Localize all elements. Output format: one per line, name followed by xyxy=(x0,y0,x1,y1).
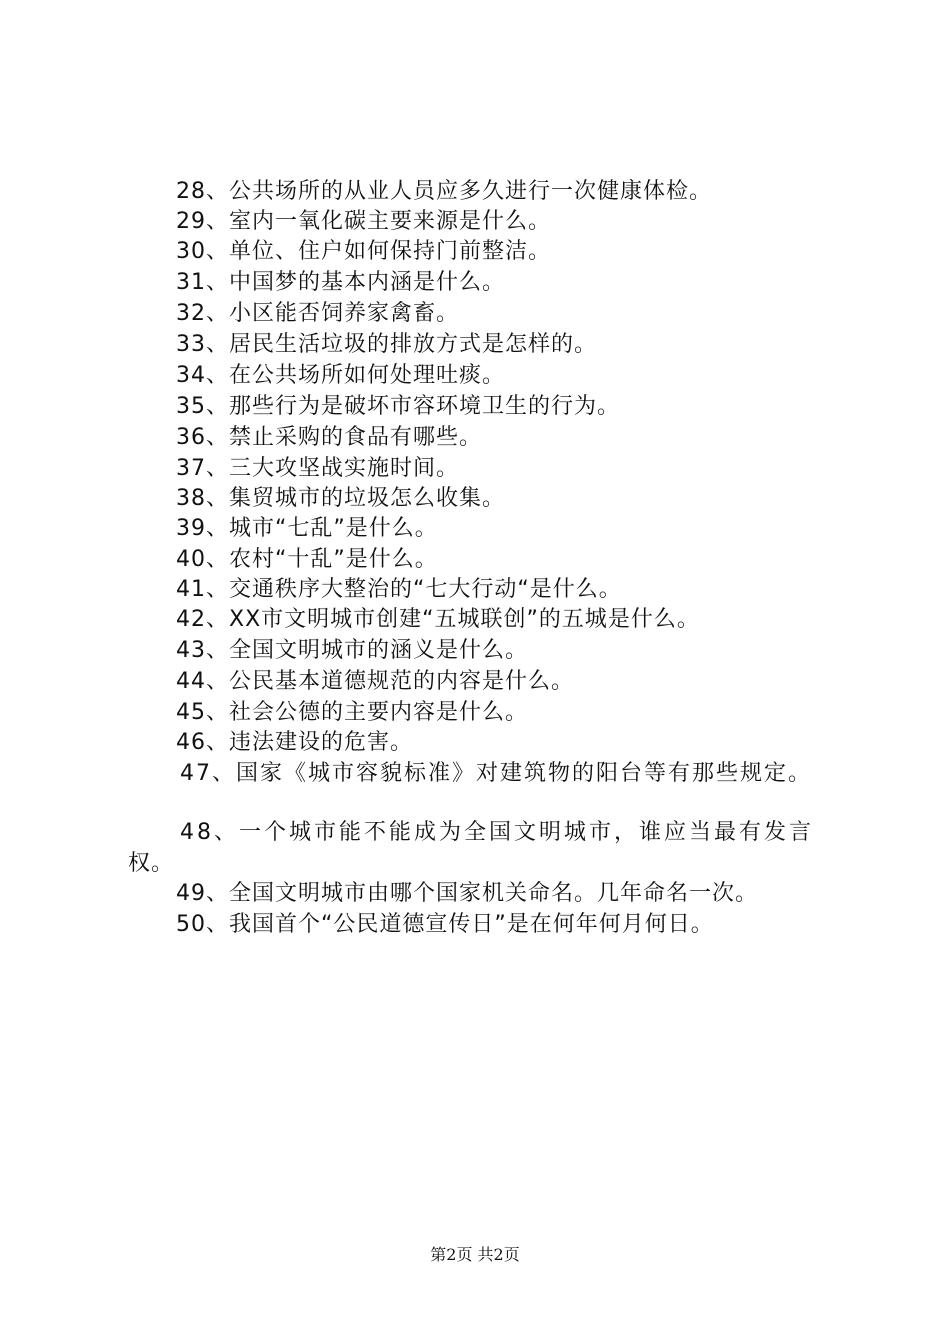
page-number-footer: 第2页 共2页 xyxy=(430,1245,520,1264)
question-35: 35、那些行为是破坏市容环境卫生的行为。 xyxy=(176,394,620,419)
question-28: 28、公共场所的从业人员应多久进行一次健康体检。 xyxy=(176,179,712,204)
question-48: 48、一个城市能不能成为全国文明城市，谁应当最有发言 xyxy=(180,820,814,845)
question-45: 45、社会公德的主要内容是什么。 xyxy=(176,700,528,725)
question-37: 37、三大攻坚战实施时间。 xyxy=(176,456,459,481)
question-50: 50、我国首个“公民道德宣传日”是在何年何月何日。 xyxy=(176,912,714,937)
question-43: 43、全国文明城市的涵义是什么。 xyxy=(176,638,528,663)
question-29: 29、室内一氧化碳主要来源是什么。 xyxy=(176,209,551,234)
question-46: 46、违法建设的危害。 xyxy=(176,730,413,755)
question-41: 41、交通秩序大整治的“七大行动“是什么。 xyxy=(176,577,622,602)
question-34: 34、在公共场所如何处理吐痰。 xyxy=(176,363,505,388)
question-39: 39、城市“七乱”是什么。 xyxy=(176,516,438,541)
question-36: 36、禁止采购的食品有哪些。 xyxy=(176,425,482,450)
question-38: 38、集贸城市的垃圾怎么收集。 xyxy=(176,486,505,511)
question-33: 33、居民生活垃圾的排放方式是怎样的。 xyxy=(176,332,597,357)
question-30: 30、单位、住户如何保持门前整洁。 xyxy=(176,239,551,264)
question-40: 40、农村“十乱”是什么。 xyxy=(176,547,438,572)
question-44: 44、公民基本道德规范的内容是什么。 xyxy=(176,669,574,694)
question-49: 49、全国文明城市由哪个国家机关命名。几年命名一次。 xyxy=(176,881,758,906)
question-48-continuation: 权。 xyxy=(128,851,175,876)
question-42: 42、XX市文明城市创建“五城联创”的五城是什么。 xyxy=(176,607,700,632)
question-31: 31、中国梦的基本内涵是什么。 xyxy=(176,270,505,295)
question-47: 47、国家《城市容貌标准》对建筑物的阳台等有那些规定。 xyxy=(180,761,812,786)
question-32: 32、小区能否饲养家禽畜。 xyxy=(176,301,459,326)
